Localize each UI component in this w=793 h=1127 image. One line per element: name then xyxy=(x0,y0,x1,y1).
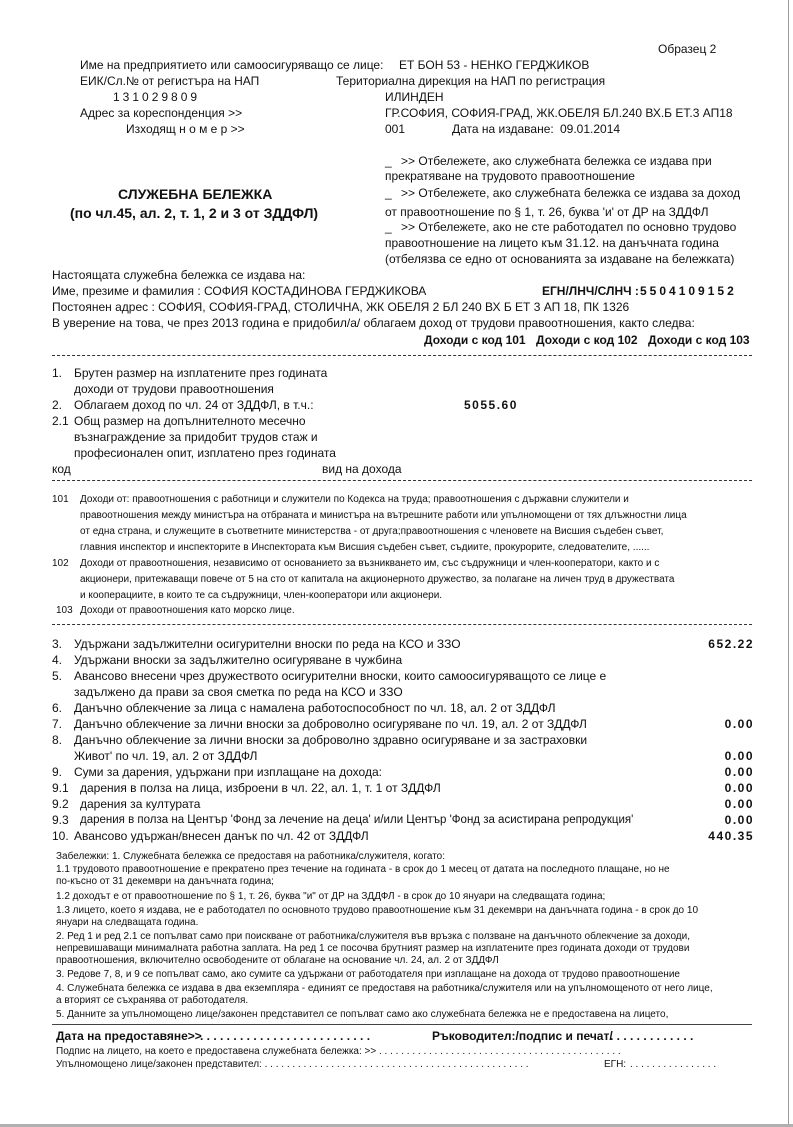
code-description: от една страна, и служещите в съответните министерства - от друга;правоотношения с членовете на Висшия съдебен съвет, xyxy=(80,526,664,537)
egn-label: ЕГН/ЛНЧ/СЛНЧ : xyxy=(542,284,639,298)
row-number: 10. xyxy=(52,829,69,843)
address-value: ГР.СОФИЯ, СОФИЯ-ГРАД, ЖК.ОБЕЛЯ БЛ.240 ВХ.Б ЕТ.3 АП18 xyxy=(385,106,733,120)
advance-tax-value: 440.35 xyxy=(708,829,754,843)
note-line: правоотношения, включително освободените от облагане на основание чл. 24, ал. 2 от ЗДДФЛ xyxy=(56,955,499,966)
note-line: 5. Данните за упълномощено лице/законен представител се попълват само ако служебната бележка не е предоставена на лицето, xyxy=(56,1009,669,1020)
checkbox-termination[interactable] xyxy=(385,154,712,168)
code-label: код xyxy=(52,462,71,476)
row-number: 6. xyxy=(52,701,63,715)
row-number: 2.1 xyxy=(52,414,69,428)
row-number: 7. xyxy=(52,717,63,731)
checkbox-text: >> Отбележете, ако служебната бележка се издава за доход xyxy=(401,186,741,200)
row-label-cont: задължено да прави за своя сметка по реда на КСО и ЗЗО xyxy=(74,685,403,699)
eik-value: 131029809 xyxy=(113,90,201,104)
row-label: дарения в полза на лица, изброени в чл. 22, ал. 1, т. 1 от ЗДДФЛ xyxy=(80,781,441,795)
row-value: 0.00 xyxy=(724,765,754,779)
row-label: дарения в полза на Център 'Фонд за лечение на деца' и/или Център 'Фонд за асистирана репродукция' xyxy=(80,814,634,826)
code-description: акционери, притежаващи повече от 5 на сто от капитала на акционерното дружество, за полагане на личен труд в дружествата xyxy=(80,574,675,585)
divider xyxy=(52,480,752,481)
row-label-cont: професионален опит, изплатено през годината xyxy=(74,446,336,460)
note-line: а вторият се съхранява от работодателя. xyxy=(56,995,249,1006)
divider xyxy=(52,355,752,356)
representative-egn-label: ЕГН: xyxy=(604,1059,627,1070)
row-value: 0.00 xyxy=(724,813,754,827)
row-value: 0.00 xyxy=(724,749,754,763)
note-line: непревишаващи минималната работна заплата. На ред 1 се посочва брутният размер на изплатените през годината доходи от трудови xyxy=(56,943,690,954)
row-number: 9. xyxy=(52,765,63,779)
checkbox-not-employer[interactable] xyxy=(385,220,736,234)
recipient-name: Име, презиме и фамилия : СОФИЯ КОСТАДИНОВА ГЕРДЖИКОВА xyxy=(52,284,427,298)
outgoing-label: Изходящ н о м е р >> xyxy=(126,122,245,136)
row-label: Суми за дарения, удържани при изплащане на дохода: xyxy=(74,765,382,779)
row-label: Авансово внесени чрез дружеството осигурителни вноски, които самоосигуряващото се лице е xyxy=(74,669,607,683)
employer-value: ЕТ БОН 53 - НЕНКО ГЕРДЖИКОВ xyxy=(399,58,590,72)
code-description: правоотношения между министъра на отбраната и министъра на вътрешните работи или упълномощени от тях длъжностни лица xyxy=(80,510,687,521)
income-code-102: Доходи с код 102 xyxy=(536,333,638,347)
checkbox-text-cont: (отбелязва се едно от основанията за издаване на бележката) xyxy=(385,252,735,266)
recipient-signature-line: Подпис на лицето, на което е предоставена служебната бележка: >> . . . . . . . . . . . . . . . . . . . . . . . . . . . . . . . . . . . . . . . . . . . . xyxy=(56,1046,621,1057)
row-number: 4. xyxy=(52,653,63,667)
address-label: Адрес за кореспонденция >> xyxy=(80,106,243,120)
checkbox-text-cont: правоотношение на лицето към 31.12. на данъчната година xyxy=(385,236,719,250)
checkbox-text-cont: прекратяване на трудовото правоотношение xyxy=(385,169,635,183)
row-label-cont: възнаграждение за придобит трудов стаж и xyxy=(74,430,318,444)
row-label: Удържани задължителни осигурителни вноски по реда на КСО и ЗЗО xyxy=(74,637,461,651)
checkbox-text: >> Отбележете, ако не сте работодател по основно трудово xyxy=(401,220,737,234)
divider xyxy=(52,624,752,625)
outgoing-value: 001 xyxy=(385,122,406,136)
row-label: Данъчно облекчение за лични вноски за доброволно осигуряване по чл. 19, ал. 2 от ЗДДФЛ xyxy=(74,717,587,731)
representative-line: Упълномощено лице/законен представител: . . . . . . . . . . . . . . . . . . . . . . . . . . . . . . . . . . . . . . . . . . . . . . . . xyxy=(56,1059,529,1070)
row-label: дарения за културата xyxy=(80,797,201,811)
checkbox-mark: _ xyxy=(385,220,392,234)
income-code-101: Доходи с код 101 xyxy=(424,333,526,347)
note-line: 4. Служебната бележка се издава в два екземпляра - единият се предоставя на работника/служителя или на упълномощеното от него лице, xyxy=(56,983,713,994)
row-label-cont: доходи от трудови правоотношения xyxy=(74,382,274,396)
issue-date-value: 09.01.2014 xyxy=(560,122,621,136)
note-line: 1.3 лицето, което я издава, не е работодател по основното трудово правоотношение към 31 декември на данъчната година - в срок до 10 xyxy=(56,905,699,916)
checkbox-mark: _ xyxy=(385,154,392,168)
checkbox-paragraph-26[interactable] xyxy=(385,186,740,200)
checkbox-text-cont: от правоотношение по § 1, т. 26, буква 'и' от ДР на ЗДДФЛ xyxy=(385,205,709,219)
head-signature-dots: . . . . . . . . . . . . . xyxy=(610,1029,694,1043)
row-label: Данъчно облекчение за лични вноски за доброволно здравно осигуряване и за застраховки xyxy=(74,733,588,747)
row-label: Данъчно облекчение за лица с намалена работоспособност по чл. 18, ал. 2 от ЗДДФЛ xyxy=(74,701,556,715)
row-number: 3. xyxy=(52,637,63,651)
tax-office-value: ИЛИНДЕН xyxy=(385,90,444,104)
date-given-label: Дата на предоставяне>> xyxy=(56,1029,202,1043)
note-line: 1.1 трудовото правоотношение е прекратено през течение на годината - в срок до 1 месец от датата на последното плащане, но не xyxy=(56,864,670,875)
row-label: Удържани вноски за задължително осигуряване в чужбина xyxy=(74,653,403,667)
code-description: и кооперациите, в които те са съдружници, член-кооператори или акционери. xyxy=(80,590,443,601)
employer-label: Име на предприятието или самоосигуряващо се лице: xyxy=(80,58,384,72)
note-line: 3. Редове 7, 8, и 9 се попълват само, ако сумите са удържани от работодателя при изплащане на дохода от трудово правоотношение xyxy=(56,969,680,980)
recipient-intro: Настоящата служебна бележка се издава на: xyxy=(52,268,306,282)
code-description: Доходи от правоотношения като морско лице. xyxy=(80,605,295,616)
code-description: Доходи от правоотношения, независимо от основанието за възникването им, със съдружници и член-кооператори, както и с xyxy=(80,558,660,569)
form-id: Образец 2 xyxy=(658,42,717,56)
row-value: 0.00 xyxy=(724,717,754,731)
code-number: 102 xyxy=(52,558,69,569)
row-number: 1. xyxy=(52,366,63,380)
egn-value: 5504109152 xyxy=(640,284,737,298)
divider xyxy=(52,1024,752,1025)
note-line: януари на следващата година. xyxy=(56,917,199,928)
row-number: 9.3 xyxy=(52,813,69,827)
row-label: Облагаем доход по чл. 24 от ЗДДФЛ, в т.ч.: xyxy=(74,398,314,412)
kind-label: вид на дохода xyxy=(322,462,402,476)
issue-date-label: Дата на издаване: xyxy=(452,122,554,136)
note-line: Забележки: 1. Служебната бележка се предоставя на работника/служителя, когато: xyxy=(56,851,446,862)
insurance-value: 652.22 xyxy=(708,637,754,651)
row-number: 5. xyxy=(52,669,63,683)
code-number: 101 xyxy=(52,494,69,505)
row-label: Общ размер на допълнителното месечно xyxy=(74,414,306,428)
head-signature-label: Ръководител:/подпис и печат/ xyxy=(432,1029,613,1043)
row-number: 9.1 xyxy=(52,781,69,795)
taxable-income-value: 5055.60 xyxy=(464,398,518,412)
income-code-103: Доходи с код 103 xyxy=(648,333,750,347)
code-description: главния инспектор и инспекторите в Инспектората към Висшия съдебен съвет, съдиите, прокурорите, следователите, ...... xyxy=(80,542,650,553)
row-number: 9.2 xyxy=(52,797,69,811)
eik-label: ЕИК/Сл.№ от регистъра на НАП xyxy=(80,74,260,88)
checkbox-mark: _ xyxy=(385,186,392,200)
document-subtitle: (по чл.45, ал. 2, т. 1, 2 и 3 от ЗДДФЛ) xyxy=(70,205,319,221)
tax-office-label: Териториална дирекция на НАП по регистрация xyxy=(336,74,606,88)
note-line: по-късно от 31 декември на данъчната година; xyxy=(56,876,274,887)
code-description: Доходи от: правоотношения с работници и служители по Кодекса на труда; правоотношения с държавни служители и xyxy=(80,494,629,505)
note-line: 2. Ред 1 и ред 2.1 се попълват само при поискване от работника/служителя във връзка с ползване на данъчното облекчение за доходи, xyxy=(56,931,690,942)
representative-egn-dots: . . . . . . . . . . . . . . . . xyxy=(630,1059,717,1070)
checkbox-text: >> Отбележете, ако служебната бележка се издава при xyxy=(401,154,712,168)
code-number: 103 xyxy=(56,605,73,616)
certify-line: В уверение на това, че през 2013 година е придобил/а/ облагаем доход от трудови правоотношения, както следва: xyxy=(52,316,695,330)
recipient-address: Постоянен адрес : СОФИЯ, СОФИЯ-ГРАД, СТОЛИЧНА, ЖК ОБЕЛЯ 2 БЛ 240 ВХ Б ЕТ 3 АП 18, ПК 1326 xyxy=(52,300,630,314)
row-number: 2. xyxy=(52,398,63,412)
row-label-cont: Живот' по чл. 19, ал. 2 от ЗДДФЛ xyxy=(74,749,258,763)
row-label: Брутен размер на изплатените през годината xyxy=(74,366,328,380)
row-value: 0.00 xyxy=(724,781,754,795)
document-title: СЛУЖЕБНА БЕЛЕЖКА xyxy=(118,186,273,202)
row-value: 0.00 xyxy=(724,797,754,811)
note-line: 1.2 доходът е от правоотношение по § 1, т. 26, буква "и" от ДР на ЗДДФЛ - в срок до 10 януари на следващата година; xyxy=(56,891,606,902)
date-given-dots: . . . . . . . . . . . . . . . . . . . . . . . . . . xyxy=(200,1029,371,1043)
row-number: 8. xyxy=(52,733,63,747)
row-label: Авансово удържан/внесен данък по чл. 42 от ЗДДФЛ xyxy=(74,829,369,843)
